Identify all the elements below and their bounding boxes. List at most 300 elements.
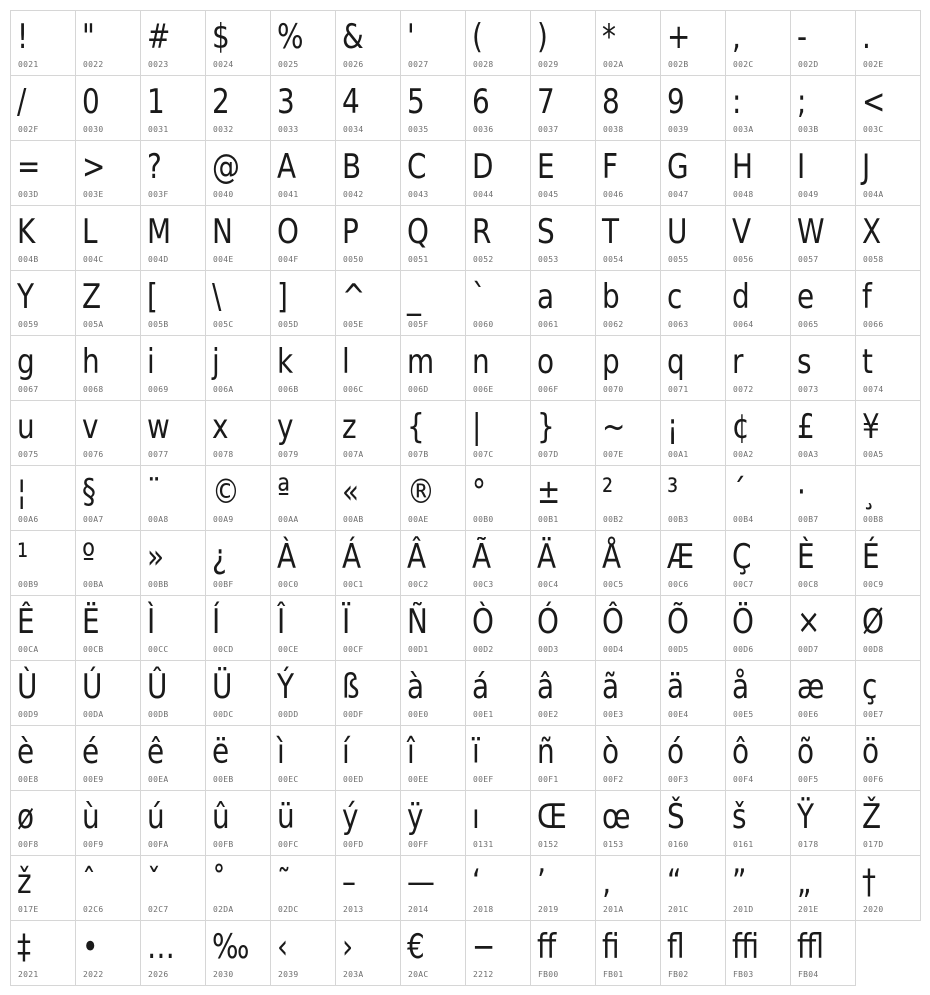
glyph-codepoint-label: 005B bbox=[148, 320, 169, 329]
glyph-codepoint-label: 0068 bbox=[83, 385, 104, 394]
glyph-cell bbox=[856, 856, 921, 921]
glyph-codepoint-label: 0034 bbox=[343, 125, 364, 134]
glyph-cell bbox=[11, 141, 76, 206]
glyph-codepoint-label: 0077 bbox=[148, 450, 169, 459]
glyph-sample: ¥ bbox=[862, 407, 880, 447]
glyph-sample: Ò bbox=[472, 602, 494, 642]
glyph-cell bbox=[531, 856, 596, 921]
glyph-sample: . bbox=[862, 17, 871, 57]
glyph-sample: © bbox=[212, 472, 240, 512]
glyph-codepoint-label: 0049 bbox=[798, 190, 819, 199]
glyph-sample: = bbox=[17, 147, 41, 187]
glyph-codepoint-label: 02DC bbox=[278, 905, 299, 914]
glyph-cell bbox=[531, 661, 596, 726]
glyph-cell bbox=[11, 76, 76, 141]
glyph-cell bbox=[141, 141, 206, 206]
glyph-cell bbox=[336, 141, 401, 206]
glyph-sample: … bbox=[147, 927, 175, 967]
glyph-sample: Ÿ bbox=[797, 797, 815, 837]
glyph-sample: Î bbox=[277, 602, 286, 642]
glyph-sample: ﬂ bbox=[667, 927, 685, 967]
glyph-sample: Ã bbox=[472, 537, 492, 577]
glyph-codepoint-label: 006F bbox=[538, 385, 559, 394]
glyph-cell bbox=[401, 791, 466, 856]
glyph-codepoint-label: 002A bbox=[603, 60, 624, 69]
glyph-grid bbox=[10, 10, 921, 986]
glyph-sample: q bbox=[667, 342, 685, 382]
glyph-sample: # bbox=[147, 17, 171, 57]
glyph-sample: − bbox=[472, 927, 496, 967]
glyph-codepoint-label: 00C2 bbox=[408, 580, 429, 589]
glyph-codepoint-label: 20AC bbox=[408, 970, 429, 979]
glyph-codepoint-label: 00B7 bbox=[798, 515, 819, 524]
glyph-codepoint-label: 006E bbox=[473, 385, 494, 394]
glyph-codepoint-label: 0042 bbox=[343, 190, 364, 199]
glyph-cell bbox=[791, 791, 856, 856]
glyph-codepoint-label: 2026 bbox=[148, 970, 169, 979]
glyph-codepoint-label: 00A3 bbox=[798, 450, 819, 459]
glyph-codepoint-label: 2212 bbox=[473, 970, 494, 979]
glyph-sample: § bbox=[82, 472, 96, 512]
glyph-codepoint-label: 0131 bbox=[473, 840, 494, 849]
glyph-codepoint-label: 00D9 bbox=[18, 710, 39, 719]
glyph-sample: D bbox=[472, 147, 494, 187]
glyph-cell bbox=[791, 596, 856, 661]
glyph-sample: Û bbox=[147, 667, 168, 707]
glyph-cell bbox=[596, 206, 661, 271]
glyph-cell bbox=[76, 141, 141, 206]
glyph-codepoint-label: 00C6 bbox=[668, 580, 689, 589]
glyph-codepoint-label: 007A bbox=[343, 450, 364, 459]
glyph-cell bbox=[661, 466, 726, 531]
glyph-cell bbox=[141, 726, 206, 791]
glyph-cell bbox=[76, 856, 141, 921]
glyph-cell bbox=[401, 856, 466, 921]
glyph-sample: ; bbox=[797, 82, 807, 122]
glyph-codepoint-label: 00E1 bbox=[473, 710, 494, 719]
glyph-sample: ! bbox=[17, 17, 29, 57]
glyph-codepoint-label: 2039 bbox=[278, 970, 299, 979]
glyph-sample: ) bbox=[537, 17, 548, 57]
glyph-cell bbox=[531, 596, 596, 661]
glyph-sample: l bbox=[342, 342, 350, 382]
glyph-cell bbox=[661, 791, 726, 856]
glyph-cell bbox=[76, 206, 141, 271]
glyph-codepoint-label: 00F1 bbox=[538, 775, 559, 784]
glyph-cell bbox=[141, 401, 206, 466]
glyph-cell bbox=[596, 271, 661, 336]
glyph-sample: t bbox=[862, 342, 873, 382]
glyph-cell bbox=[11, 271, 76, 336]
glyph-sample: U bbox=[667, 212, 688, 252]
glyph-cell bbox=[856, 11, 921, 76]
glyph-cell bbox=[791, 856, 856, 921]
glyph-cell bbox=[726, 401, 791, 466]
glyph-codepoint-label: 2030 bbox=[213, 970, 234, 979]
glyph-codepoint-label: 00A1 bbox=[668, 450, 689, 459]
glyph-codepoint-label: 00CA bbox=[18, 645, 39, 654]
glyph-codepoint-label: 0036 bbox=[473, 125, 494, 134]
glyph-sample: ] bbox=[277, 277, 288, 317]
glyph-cell bbox=[661, 921, 726, 986]
glyph-cell bbox=[141, 206, 206, 271]
glyph-sample: 5 bbox=[407, 82, 425, 122]
glyph-codepoint-label: 203A bbox=[343, 970, 364, 979]
glyph-cell bbox=[11, 856, 76, 921]
glyph-sample: ? bbox=[147, 147, 162, 187]
glyph-cell bbox=[856, 271, 921, 336]
glyph-cell bbox=[726, 856, 791, 921]
glyph-codepoint-label: 00FD bbox=[343, 840, 364, 849]
glyph-codepoint-label: 0051 bbox=[408, 255, 429, 264]
glyph-sample: ' bbox=[407, 17, 415, 57]
glyph-sample: k bbox=[277, 342, 294, 382]
glyph-sample: Ä bbox=[537, 537, 557, 577]
glyph-cell bbox=[726, 271, 791, 336]
glyph-sample: æ bbox=[797, 667, 825, 707]
glyph-sample: $ bbox=[212, 17, 230, 57]
glyph-cell bbox=[726, 921, 791, 986]
glyph-codepoint-label: 00D4 bbox=[603, 645, 624, 654]
glyph-cell bbox=[791, 76, 856, 141]
glyph-codepoint-label: 0022 bbox=[83, 60, 104, 69]
glyph-sample: Ú bbox=[82, 667, 103, 707]
glyph-codepoint-label: 00E6 bbox=[798, 710, 819, 719]
glyph-codepoint-label: 00BA bbox=[83, 580, 104, 589]
glyph-sample: ò bbox=[602, 732, 620, 772]
glyph-codepoint-label: 0153 bbox=[603, 840, 624, 849]
glyph-codepoint-label: 0029 bbox=[538, 60, 559, 69]
glyph-sample: M bbox=[147, 212, 172, 252]
glyph-codepoint-label: 00EA bbox=[148, 775, 169, 784]
glyph-cell bbox=[466, 531, 531, 596]
glyph-codepoint-label: 0152 bbox=[538, 840, 559, 849]
glyph-codepoint-label: 00F2 bbox=[603, 775, 624, 784]
glyph-codepoint-label: 0030 bbox=[83, 125, 104, 134]
glyph-cell bbox=[401, 401, 466, 466]
glyph-codepoint-label: 00BB bbox=[148, 580, 169, 589]
glyph-cell bbox=[271, 466, 336, 531]
glyph-sample: p bbox=[602, 342, 620, 382]
glyph-sample: 0 bbox=[82, 82, 100, 122]
glyph-codepoint-label: 002C bbox=[733, 60, 754, 69]
glyph-cell bbox=[726, 466, 791, 531]
glyph-cell bbox=[531, 206, 596, 271]
glyph-codepoint-label: 004E bbox=[213, 255, 234, 264]
glyph-cell bbox=[726, 76, 791, 141]
glyph-cell bbox=[76, 401, 141, 466]
glyph-codepoint-label: 2021 bbox=[18, 970, 39, 979]
glyph-cell bbox=[76, 921, 141, 986]
glyph-sample: { bbox=[407, 407, 425, 447]
glyph-codepoint-label: 00B2 bbox=[603, 515, 624, 524]
glyph-codepoint-label: 00CF bbox=[343, 645, 364, 654]
glyph-codepoint-label: 0063 bbox=[668, 320, 689, 329]
glyph-cell bbox=[271, 856, 336, 921]
glyph-codepoint-label: 002B bbox=[668, 60, 689, 69]
glyph-sample: ( bbox=[472, 17, 483, 57]
glyph-cell bbox=[141, 336, 206, 401]
glyph-cell bbox=[206, 206, 271, 271]
glyph-cell bbox=[661, 856, 726, 921]
glyph-codepoint-label: 201A bbox=[603, 905, 624, 914]
glyph-cell bbox=[466, 726, 531, 791]
glyph-codepoint-label: 0025 bbox=[278, 60, 299, 69]
glyph-codepoint-label: 003A bbox=[733, 125, 754, 134]
glyph-sample: " bbox=[82, 17, 95, 57]
glyph-cell bbox=[76, 726, 141, 791]
glyph-sample: 3 bbox=[277, 82, 295, 122]
glyph-cell bbox=[856, 141, 921, 206]
glyph-sample: ž bbox=[17, 862, 32, 902]
glyph-codepoint-label: 0053 bbox=[538, 255, 559, 264]
glyph-sample: ú bbox=[147, 797, 165, 837]
glyph-cell bbox=[401, 206, 466, 271]
glyph-cell bbox=[141, 661, 206, 726]
glyph-cell bbox=[401, 661, 466, 726]
glyph-cell bbox=[206, 11, 271, 76]
glyph-cell bbox=[206, 401, 271, 466]
glyph-cell bbox=[11, 206, 76, 271]
glyph-cell bbox=[596, 856, 661, 921]
glyph-sample: Ñ bbox=[407, 602, 428, 642]
glyph-cell bbox=[11, 596, 76, 661]
glyph-cell bbox=[531, 531, 596, 596]
glyph-sample: ^ bbox=[342, 277, 366, 317]
glyph-cell bbox=[466, 11, 531, 76]
glyph-sample: ì bbox=[277, 732, 285, 772]
glyph-codepoint-label: 00F9 bbox=[83, 840, 104, 849]
glyph-codepoint-label: 00E7 bbox=[863, 710, 884, 719]
glyph-cell bbox=[206, 856, 271, 921]
glyph-codepoint-label: 017E bbox=[18, 905, 39, 914]
glyph-sample: º bbox=[82, 537, 96, 577]
glyph-cell bbox=[856, 726, 921, 791]
glyph-cell bbox=[401, 921, 466, 986]
glyph-cell bbox=[141, 596, 206, 661]
glyph-sample: Ý bbox=[277, 667, 295, 707]
glyph-cell bbox=[11, 336, 76, 401]
glyph-codepoint-label: 2022 bbox=[83, 970, 104, 979]
glyph-codepoint-label: 0037 bbox=[538, 125, 559, 134]
glyph-sample: m bbox=[407, 342, 435, 382]
glyph-codepoint-label: 004A bbox=[863, 190, 884, 199]
glyph-codepoint-label: 00DC bbox=[213, 710, 234, 719]
glyph-codepoint-label: 00DF bbox=[343, 710, 364, 719]
glyph-cell bbox=[206, 791, 271, 856]
glyph-codepoint-label: 004D bbox=[148, 255, 169, 264]
glyph-sample: Ö bbox=[732, 602, 754, 642]
glyph-codepoint-label: 017D bbox=[863, 840, 884, 849]
glyph-sample: % bbox=[277, 17, 304, 57]
glyph-codepoint-label: 00B9 bbox=[18, 580, 39, 589]
glyph-cell bbox=[856, 76, 921, 141]
glyph-sample: – bbox=[342, 862, 356, 902]
glyph-cell bbox=[856, 336, 921, 401]
glyph-codepoint-label: 0035 bbox=[408, 125, 429, 134]
glyph-codepoint-label: 0038 bbox=[603, 125, 624, 134]
glyph-codepoint-label: 007D bbox=[538, 450, 559, 459]
glyph-codepoint-label: 0050 bbox=[343, 255, 364, 264]
glyph-cell bbox=[856, 206, 921, 271]
glyph-codepoint-label: 00A8 bbox=[148, 515, 169, 524]
glyph-sample: ï bbox=[472, 732, 480, 772]
glyph-cell bbox=[791, 466, 856, 531]
glyph-sample: n bbox=[472, 342, 490, 382]
glyph-codepoint-label: 0048 bbox=[733, 190, 754, 199]
glyph-sample: ﬁ bbox=[602, 927, 620, 967]
glyph-cell bbox=[206, 726, 271, 791]
glyph-codepoint-label: 00BF bbox=[213, 580, 234, 589]
glyph-sample: @ bbox=[212, 147, 240, 187]
glyph-cell bbox=[141, 921, 206, 986]
glyph-cell bbox=[401, 466, 466, 531]
glyph-cell bbox=[76, 531, 141, 596]
glyph-codepoint-label: 006D bbox=[408, 385, 429, 394]
glyph-codepoint-label: 00CE bbox=[278, 645, 299, 654]
glyph-codepoint-label: 0031 bbox=[148, 125, 169, 134]
glyph-cell bbox=[11, 11, 76, 76]
glyph-sample: ı bbox=[472, 797, 480, 837]
glyph-codepoint-label: 00F4 bbox=[733, 775, 754, 784]
glyph-sample: E bbox=[537, 147, 555, 187]
glyph-cell bbox=[401, 76, 466, 141]
glyph-codepoint-label: 006A bbox=[213, 385, 234, 394]
glyph-sample: Œ bbox=[537, 797, 567, 837]
glyph-codepoint-label: 00AE bbox=[408, 515, 429, 524]
glyph-cell bbox=[466, 271, 531, 336]
glyph-cell bbox=[661, 76, 726, 141]
glyph-codepoint-label: 00B3 bbox=[668, 515, 689, 524]
glyph-codepoint-label: 2018 bbox=[473, 905, 494, 914]
glyph-sample: Ì bbox=[147, 602, 156, 642]
glyph-codepoint-label: 00D8 bbox=[863, 645, 884, 654]
glyph-sample: È bbox=[797, 537, 815, 577]
glyph-cell bbox=[206, 531, 271, 596]
glyph-sample: V bbox=[732, 212, 752, 252]
glyph-sample: ‹ bbox=[277, 927, 289, 967]
glyph-codepoint-label: 005F bbox=[408, 320, 429, 329]
glyph-sample: ‡ bbox=[17, 927, 31, 967]
glyph-sample: š bbox=[732, 797, 747, 837]
glyph-codepoint-label: 0066 bbox=[863, 320, 884, 329]
glyph-sample: o bbox=[537, 342, 555, 382]
glyph-sample: F bbox=[602, 147, 619, 187]
glyph-codepoint-label: 00D5 bbox=[668, 645, 689, 654]
glyph-cell bbox=[141, 856, 206, 921]
glyph-codepoint-label: 00EB bbox=[213, 775, 234, 784]
glyph-sample: A bbox=[277, 147, 297, 187]
glyph-sample: ¹ bbox=[17, 537, 29, 577]
glyph-codepoint-label: 0061 bbox=[538, 320, 559, 329]
glyph-cell bbox=[856, 466, 921, 531]
glyph-cell bbox=[791, 271, 856, 336]
glyph-codepoint-label: 0059 bbox=[18, 320, 39, 329]
glyph-cell bbox=[336, 661, 401, 726]
glyph-sample: ¦ bbox=[17, 472, 27, 512]
glyph-sample: 4 bbox=[342, 82, 360, 122]
glyph-codepoint-label: 0045 bbox=[538, 190, 559, 199]
glyph-codepoint-label: FB00 bbox=[538, 970, 559, 979]
glyph-sample: ä bbox=[667, 667, 685, 707]
glyph-cell bbox=[76, 271, 141, 336]
glyph-sample: ˜ bbox=[277, 862, 291, 902]
glyph-codepoint-label: 0058 bbox=[863, 255, 884, 264]
glyph-sample: ’ bbox=[537, 862, 546, 902]
glyph-codepoint-label: FB04 bbox=[798, 970, 819, 979]
glyph-codepoint-label: FB03 bbox=[733, 970, 754, 979]
glyph-codepoint-label: 00D7 bbox=[798, 645, 819, 654]
glyph-cell bbox=[76, 11, 141, 76]
glyph-codepoint-label: 0041 bbox=[278, 190, 299, 199]
glyph-sample: P bbox=[342, 212, 359, 252]
glyph-sample: á bbox=[472, 667, 490, 707]
glyph-sample: Í bbox=[212, 602, 221, 642]
glyph-codepoint-label: 00AA bbox=[278, 515, 299, 524]
glyph-cell bbox=[336, 336, 401, 401]
glyph-cell bbox=[271, 76, 336, 141]
glyph-cell bbox=[466, 921, 531, 986]
glyph-sample: ˇ bbox=[147, 862, 161, 902]
glyph-codepoint-label: 00B8 bbox=[863, 515, 884, 524]
glyph-codepoint-label: 00A9 bbox=[213, 515, 234, 524]
glyph-cell bbox=[206, 466, 271, 531]
glyph-sample: ý bbox=[342, 797, 359, 837]
glyph-sample: h bbox=[82, 342, 100, 382]
glyph-sample: x bbox=[212, 407, 229, 447]
glyph-cell bbox=[141, 791, 206, 856]
glyph-cell bbox=[141, 466, 206, 531]
glyph-cell bbox=[661, 531, 726, 596]
glyph-cell bbox=[856, 791, 921, 856]
glyph-sample: ¨ bbox=[147, 472, 161, 512]
glyph-sample: & bbox=[342, 17, 364, 57]
glyph-codepoint-label: 0055 bbox=[668, 255, 689, 264]
glyph-cell bbox=[856, 531, 921, 596]
glyph-sample: ¿ bbox=[212, 537, 227, 577]
glyph-codepoint-label: 0070 bbox=[603, 385, 624, 394]
glyph-codepoint-label: 0067 bbox=[18, 385, 39, 394]
glyph-codepoint-label: 0040 bbox=[213, 190, 234, 199]
glyph-codepoint-label: 006C bbox=[343, 385, 364, 394]
glyph-sample: ﬄ bbox=[797, 927, 824, 967]
glyph-codepoint-label: 00E9 bbox=[83, 775, 104, 784]
glyph-sample: Ô bbox=[602, 602, 624, 642]
glyph-sample: Ü bbox=[212, 667, 233, 707]
glyph-codepoint-label: 002D bbox=[798, 60, 819, 69]
glyph-sample: ü bbox=[277, 797, 295, 837]
glyph-sample: ô bbox=[732, 732, 750, 772]
glyph-sample: Å bbox=[602, 537, 622, 577]
glyph-cell bbox=[661, 141, 726, 206]
glyph-codepoint-label: 00DB bbox=[148, 710, 169, 719]
glyph-cell bbox=[336, 466, 401, 531]
glyph-sample: z bbox=[342, 407, 357, 447]
glyph-codepoint-label: 0027 bbox=[408, 60, 429, 69]
glyph-sample: 8 bbox=[602, 82, 620, 122]
glyph-cell bbox=[726, 206, 791, 271]
glyph-codepoint-label: 00C0 bbox=[278, 580, 299, 589]
glyph-cell bbox=[596, 11, 661, 76]
glyph-sample: + bbox=[667, 17, 691, 57]
glyph-sample: ﬃ bbox=[732, 927, 759, 967]
glyph-cell bbox=[791, 336, 856, 401]
glyph-sample: Y bbox=[17, 277, 35, 317]
glyph-codepoint-label: 00E5 bbox=[733, 710, 754, 719]
glyph-sample: Ë bbox=[82, 602, 100, 642]
glyph-sample: Ó bbox=[537, 602, 559, 642]
glyph-cell bbox=[531, 76, 596, 141]
